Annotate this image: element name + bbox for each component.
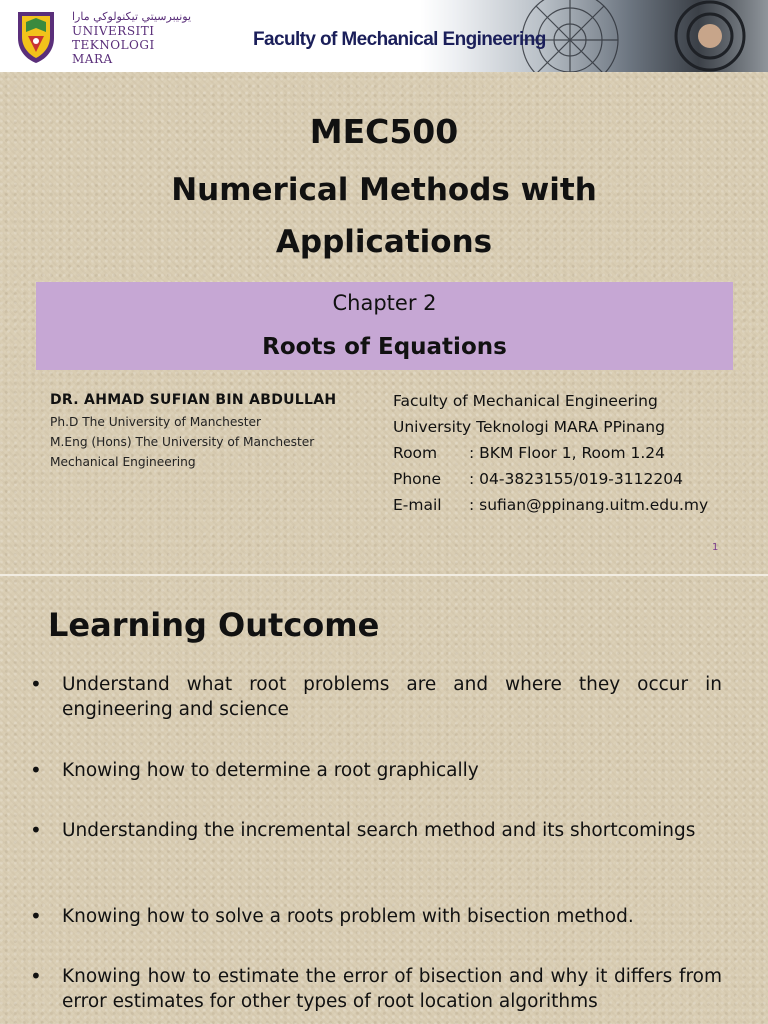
list-item: [30, 818, 722, 904]
author-name: DR. AHMAD SUFIAN BIN ABDULLAH: [50, 392, 337, 408]
outcome-text: Understanding the incremental search method and its shortcomings: [62, 820, 696, 841]
chapter-banner: [36, 282, 733, 370]
contact-email-label: E-mail: [393, 496, 442, 514]
outcome-text: Knowing how to solve a roots problem with bisection method.: [62, 906, 634, 927]
university-name-line: UNIVERSITI: [72, 24, 155, 38]
university-name-jawi: ﯾﻮﻧﯿﺒﺮﺳﯿﺘﻲ ﺗﯿﻜﻨﻮﻟﻮﮐﻲ ﻣﺎرا: [72, 10, 192, 23]
chapter-title: Roots of Equations: [262, 334, 507, 360]
bullet-icon: •: [30, 758, 42, 782]
bullet-icon: •: [30, 818, 42, 842]
contact-room-row: [393, 441, 763, 467]
learning-outcome-heading: Learning Outcome: [48, 606, 380, 644]
university-crest-icon: [14, 8, 58, 64]
page-number: 1: [712, 542, 719, 553]
contact-phone-row: [393, 467, 763, 493]
course-title: [0, 164, 768, 268]
learning-outcome-slide: [0, 576, 768, 1024]
outcome-text: Knowing how to determine a root graphically: [62, 760, 479, 781]
chapter-number: Chapter 2: [332, 291, 437, 315]
author-qualification: Mechanical Engineering: [50, 455, 196, 469]
contact-phone-label: Phone: [393, 470, 442, 488]
contact-email-row: [393, 493, 763, 519]
header-banner: [0, 0, 768, 72]
contact-room-value: : BKM Floor 1, Room 1.24: [469, 444, 666, 462]
list-item: [30, 964, 722, 1014]
university-logo: [8, 6, 243, 66]
contact-university: University Teknologi MARA PPinang: [393, 418, 665, 436]
course-title-line: Numerical Methods with: [171, 172, 597, 208]
outcome-text: Knowing how to estimate the error of bisection and why it differs from error estimates for other types of root location algorithms: [62, 966, 722, 1012]
outcome-text: Understand what root problems are and where they occur in engineering and science: [62, 674, 722, 720]
university-name-line: TEKNOLOGI: [72, 38, 155, 52]
contact-email-value: : sufian@ppinang.uitm.edu.my: [469, 496, 709, 514]
author-qualification: M.Eng (Hons) The University of Manchester: [50, 435, 315, 449]
list-item: [30, 672, 722, 758]
list-item: [30, 758, 722, 818]
bullet-icon: •: [30, 904, 42, 928]
contact-faculty: Faculty of Mechanical Engineering: [393, 392, 658, 410]
outcome-list: [30, 672, 722, 1014]
contact-phone-value: : 04-3823155/019-3112204: [469, 470, 683, 488]
course-title-line: Applications: [275, 224, 493, 260]
author-block: [50, 392, 390, 472]
list-item: [30, 904, 722, 964]
bullet-icon: •: [30, 672, 42, 696]
course-code: MEC500: [309, 112, 459, 151]
university-name-line: MARA: [72, 52, 113, 66]
faculty-title: Faculty of Mechanical Engineering: [253, 29, 546, 50]
author-qualification: Ph.D The University of Manchester: [50, 415, 261, 429]
contact-block: [393, 389, 763, 519]
bullet-icon: •: [30, 964, 42, 988]
contact-room-label: Room: [393, 444, 438, 462]
